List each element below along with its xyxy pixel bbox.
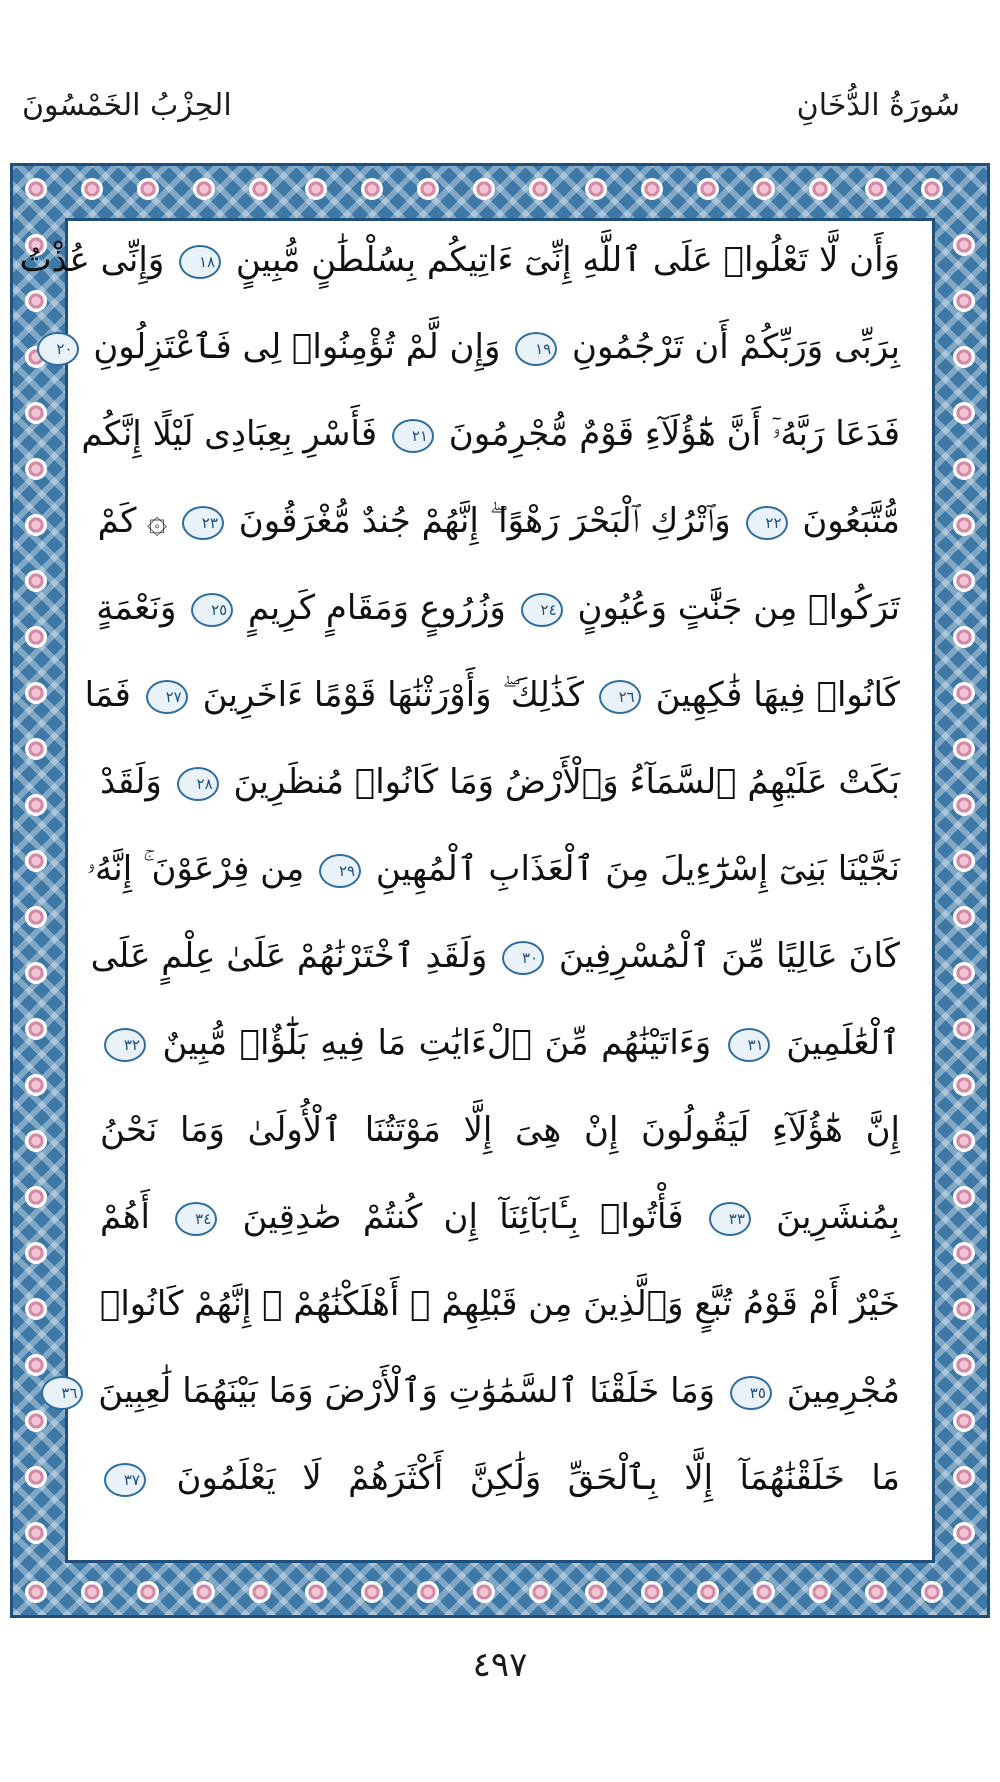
page-header <box>0 88 1000 148</box>
surah-name: سُورَةُ الدُّخَانِ <box>796 88 960 123</box>
text-line-8: نَجَّيْنَا بَنِىٓ إِسْرَٰٓءِيلَ مِنَ ٱلْعَذَابِ ٱلْمُهِينِ ٢٩ مِن فِرْعَوْنَ ۚ إِنَّهُۥ <box>86 849 900 889</box>
text-line-11: إِنَّ هَٰٓؤُلَآءِ لَيَقُولُونَ إِنْ هِىَ إِلَّا مَوْتَتُنَا ٱلْأُولَىٰ وَمَا نَحْنُ <box>100 1110 900 1150</box>
flower-ornament <box>251 180 269 198</box>
ayah-marker: ٢١ <box>392 419 434 453</box>
flower-ornament <box>923 1583 941 1601</box>
ayah-marker: ٣٢ <box>104 1028 146 1062</box>
flower-ornament <box>955 404 973 422</box>
flower-ornament <box>955 516 973 534</box>
flower-ornament <box>955 1356 973 1374</box>
flower-ornament <box>531 1583 549 1601</box>
flower-ornament <box>955 1132 973 1150</box>
flower-ornament <box>531 180 549 198</box>
ayah-marker: ٢٠ <box>37 332 79 366</box>
flower-ornament <box>643 1583 661 1601</box>
ayah-marker: ٣٦ <box>41 1376 83 1410</box>
flower-ornament <box>755 180 773 198</box>
flower-ornament <box>27 1583 45 1601</box>
flower-ornament <box>955 1468 973 1486</box>
text-line-10: ٱلْعَٰلَمِينَ ٣١ وَءَاتَيْنَٰهُم مِّنَ ٱلْءَايَٰتِ مَا فِيهِ بَلَٰٓؤٌا۟ مُّبِينٌ ٣٢ <box>100 1003 900 1083</box>
text-line-3: فَدَعَا رَبَّهُۥٓ أَنَّ هَٰٓؤُلَآءِ قَوْمٌ مُّجْرِمُونَ ٢١ فَأَسْرِ بِعِبَادِى لَيْلًا إِنَّكُم <box>81 414 900 454</box>
ayah-marker: ٣٠ <box>502 941 544 975</box>
flower-ornament <box>699 180 717 198</box>
flower-ornament <box>955 964 973 982</box>
flower-ornament <box>27 404 45 422</box>
flower-ornament <box>475 1583 493 1601</box>
ayah-marker: ٢٨ <box>177 767 219 801</box>
ayah-marker: ٣٤ <box>175 1202 217 1236</box>
flower-ornament <box>27 180 45 198</box>
flower-ornament <box>27 908 45 926</box>
flower-ornament <box>419 1583 437 1601</box>
flower-ornament <box>643 180 661 198</box>
flower-ornament <box>27 796 45 814</box>
flower-ornament <box>251 1583 269 1601</box>
flower-ornament <box>27 1300 45 1318</box>
flower-ornament <box>955 1076 973 1094</box>
ayah-marker: ٢٣ <box>182 506 224 540</box>
flower-ornament <box>587 180 605 198</box>
flower-ornament <box>195 1583 213 1601</box>
flower-ornament <box>867 180 885 198</box>
flower-ornament <box>27 460 45 478</box>
flower-ornament <box>955 740 973 758</box>
flower-ornament <box>27 1188 45 1206</box>
flower-ornament <box>955 292 973 310</box>
flower-ornament <box>27 1076 45 1094</box>
text-line-1: وَأَن لَّا تَعْلُوا۟ عَلَى ٱللَّهِ إِنِّىٓ ءَاتِيكُم بِسُلْطَٰنٍ مُّبِينٍ ١٨ وَإِنِّى عُذْتُ <box>19 240 900 280</box>
flower-ornament <box>955 460 973 478</box>
flower-ornament <box>139 1583 157 1601</box>
ayah-marker: ٣٧ <box>104 1463 146 1497</box>
ayah-marker: ٢٦ <box>599 680 641 714</box>
flower-ornament <box>955 1524 973 1542</box>
flower-ornament <box>27 1468 45 1486</box>
flower-ornament <box>923 180 941 198</box>
flower-ornament <box>27 1244 45 1262</box>
flower-ornament <box>755 1583 773 1601</box>
ayah-marker: ١٩ <box>515 332 557 366</box>
flower-ornament <box>955 348 973 366</box>
flower-ornament <box>955 908 973 926</box>
hizb-name: الحِزْبُ الخَمْسُونَ <box>22 88 232 123</box>
text-line-15: مَا خَلَقْنَٰهُمَآ إِلَّا بِٱلْحَقِّ وَلَٰكِنَّ أَكْثَرَهُمْ لَا يَعْلَمُونَ ٣٧ <box>100 1438 900 1518</box>
text-line-5: تَرَكُوا۟ مِن جَنَّٰتٍ وَعُيُونٍ ٢٤ وَزُرُوعٍ وَمَقَامٍ كَرِيمٍ ٢٥ وَنَعْمَةٍ <box>96 588 900 628</box>
ayah-marker: ٣٣ <box>709 1202 751 1236</box>
quran-text <box>19 220 901 1530</box>
flower-ornament <box>419 180 437 198</box>
text-line-12: بِمُنشَرِينَ ٣٣ فَأْتُوا۟ بِـَٔابَآئِنَآ إِن كُنتُمْ صَٰدِقِينَ ٣٤ أَهُمْ <box>100 1197 900 1237</box>
ayah-marker: ٢٤ <box>521 593 563 627</box>
flower-ornament <box>867 1583 885 1601</box>
flower-ornament <box>27 1020 45 1038</box>
text-line-4: مُّتَّبَعُونَ ٢٢ وَٱتْرُكِ ٱلْبَحْرَ رَهْوًا ۖ إِنَّهُمْ جُندٌ مُّغْرَقُونَ ٢٣ ۞ كَمْ <box>97 501 900 541</box>
flower-ornament <box>955 684 973 702</box>
flower-ornament <box>955 236 973 254</box>
flower-ornament <box>27 964 45 982</box>
ayah-marker: ٢٢ <box>746 506 788 540</box>
text-line-9: كَانَ عَالِيًا مِّنَ ٱلْمُسْرِفِينَ ٣٠ وَلَقَدِ ٱخْتَرْنَٰهُمْ عَلَىٰ عِلْمٍ عَلَى <box>90 936 900 976</box>
flower-ornament <box>307 180 325 198</box>
text-line-14: مُجْرِمِينَ ٣٥ وَمَا خَلَقْنَا ٱلسَّمَٰوَٰتِ وَٱلْأَرْضَ وَمَا بَيْنَهُمَا لَٰعِبِينَ ٣٦ <box>100 1351 900 1431</box>
flower-ornament <box>195 180 213 198</box>
flower-ornament <box>475 180 493 198</box>
flower-ornament <box>811 1583 829 1601</box>
ayah-marker: ٢٥ <box>191 593 233 627</box>
ayah-marker: ٢٩ <box>319 854 361 888</box>
flower-ornament <box>955 1020 973 1038</box>
flower-ornament <box>955 1188 973 1206</box>
flower-ornament <box>955 796 973 814</box>
text-line-2: بِرَبِّى وَرَبِّكُمْ أَن تَرْجُمُونِ ١٩ وَإِن لَّمْ تُؤْمِنُوا۟ لِى فَٱعْتَزِلُونِ ٢٠ <box>100 307 900 387</box>
flower-ornament <box>955 1244 973 1262</box>
flower-ornament <box>27 516 45 534</box>
flower-ornament <box>27 684 45 702</box>
flower-ornament <box>587 1583 605 1601</box>
ayah-marker: ١٨ <box>179 245 221 279</box>
flower-ornament <box>955 1412 973 1430</box>
flower-ornament <box>363 1583 381 1601</box>
ayah-marker: ٣١ <box>728 1028 770 1062</box>
flower-ornament <box>955 852 973 870</box>
flower-ornament <box>811 180 829 198</box>
text-line-6: كَانُوا۟ فِيهَا فَٰكِهِينَ ٢٦ كَذَٰلِكَ ۖ وَأَوْرَثْنَٰهَا قَوْمًا ءَاخَرِينَ ٢٧ فَمَا <box>84 675 900 715</box>
flower-ornament <box>363 180 381 198</box>
flower-ornament <box>27 628 45 646</box>
flower-ornament <box>27 1524 45 1542</box>
text-line-13: خَيْرٌ أَمْ قَوْمُ تُبَّعٍ وَٱلَّذِينَ مِن قَبْلِهِمْ ۚ أَهْلَكْنَٰهُمْ ۖ إِنَّهُمْ كَانُوا۟ <box>99 1284 900 1324</box>
flower-ornament <box>83 180 101 198</box>
flower-ornament <box>955 1300 973 1318</box>
flower-ornament <box>83 1583 101 1601</box>
flower-ornament <box>27 852 45 870</box>
ayah-marker: ٢٧ <box>146 680 188 714</box>
flower-ornament <box>27 740 45 758</box>
ayah-marker: ٣٥ <box>730 1376 772 1410</box>
flower-ornament <box>27 572 45 590</box>
flower-ornament <box>955 572 973 590</box>
flower-ornament <box>27 1132 45 1150</box>
text-line-7: بَكَتْ عَلَيْهِمُ ٱلسَّمَآءُ وَٱلْأَرْضُ وَمَا كَانُوا۟ مُنظَرِينَ ٢٨ وَلَقَدْ <box>100 762 900 802</box>
flower-ornament <box>139 180 157 198</box>
flower-ornament <box>307 1583 325 1601</box>
flower-ornament <box>955 628 973 646</box>
flower-ornament <box>699 1583 717 1601</box>
page-number: ٤٩٧ <box>472 1645 528 1685</box>
